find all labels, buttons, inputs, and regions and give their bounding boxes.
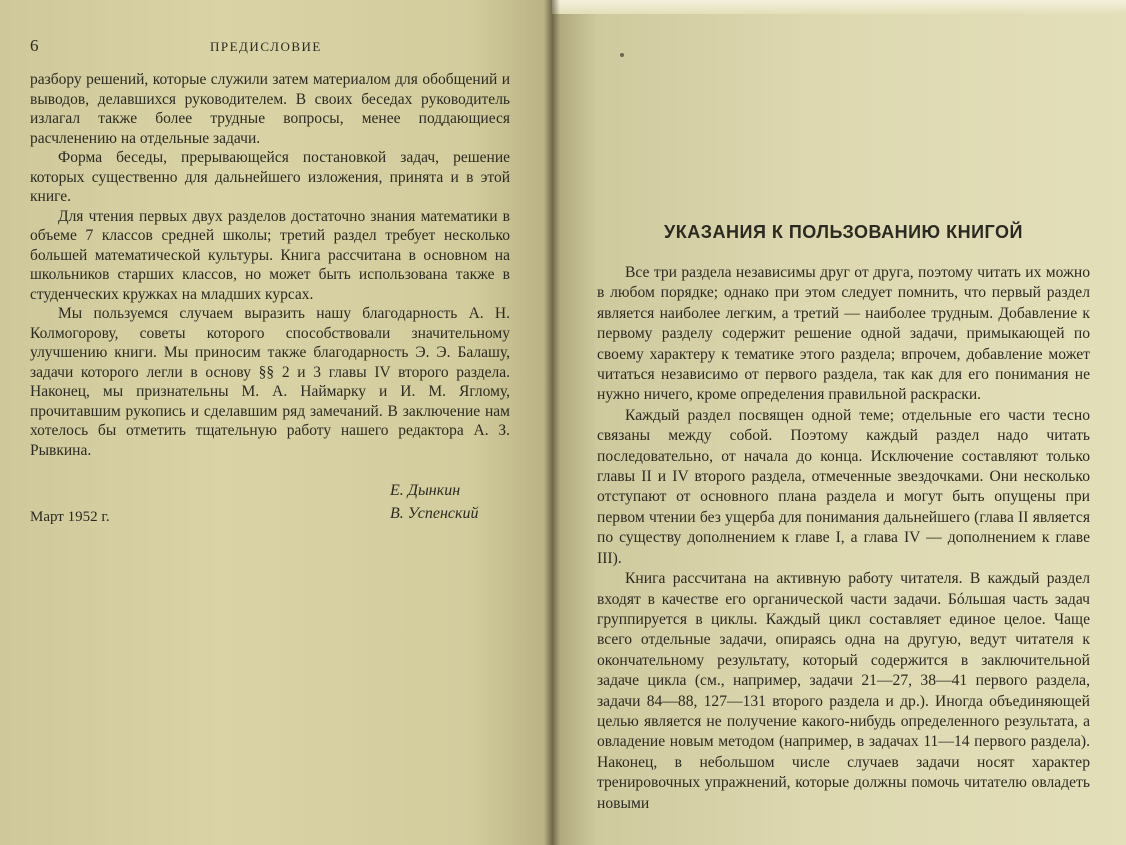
paragraph: разбору решений, которые служили затем материалом для обобщений и выводов, делавшихся руководителем. В своих беседах руководитель излагал также более трудные вопросы, менее поддающиеся расчленению на отдельные задачи. xyxy=(30,71,510,147)
paragraph: Форма беседы, прерывающейся постановкой задач, решение которых существенно для дальнейшего изложения, принята и в этой книге. xyxy=(30,149,510,205)
paper-speck xyxy=(620,53,624,57)
signature-block xyxy=(30,482,510,542)
book-gutter xyxy=(544,0,560,845)
left-page xyxy=(0,0,552,845)
page-edge-highlight xyxy=(552,0,1126,14)
right-page xyxy=(552,0,1126,845)
chapter-title: УКАЗАНИЯ К ПОЛЬЗОВАНИЮ КНИГОЙ xyxy=(664,222,1023,242)
page-header xyxy=(30,36,510,56)
author-signature: Е. Дынкин xyxy=(390,482,461,499)
chapter-body xyxy=(597,263,1090,814)
paragraph: Каждый раздел посвящен одной теме; отдельные его части тесно связаны между собой. Поэтому каждый раздел надо читать последовательно, от начала до конца. Исключение составляют только главы II и IV второго раздела, отмеченные звездочками. Они несколько отступают от основного плана раздела и могут быть опущены при первом чтении без ущерба для понимания дальнейшего (глава II является по существу дополнением к главе I, а глава IV — дополнением к главе III). xyxy=(597,406,1090,567)
paragraph: Все три раздела независимы друг от друга, поэтому читать их можно в любом порядке; однако при этом следует помнить, что первый раздел является наиболее легким, а третий — наиболее трудным. Добавление к первому разделу содержит решение одной задачи, примыкающей по своему характеру к тематике этого раздела; впрочем, добавление может читаться независимо от первого раздела, так как для его понимания не нужно ничего, кроме определения правильной раскраски. xyxy=(597,264,1090,404)
author-signature: В. Успенский xyxy=(390,505,479,522)
paragraph: Книга рассчитана на активную работу читателя. В каждый раздел входят в качестве его органической части задачи. Бóльшая часть задач группируется в циклы. Каждый цикл составляет единое целое. Чаще всего отдельные задачи, опираясь одна на другую, ведут читателя к окончательному результату, который содержится в заключительной задаче цикла (см., например, задачи 21—27, 38—41 первого раздела, задачи 84—88, 127—131 второго раздела и др.). Иногда объединяющей целью является не получение какого-нибудь определенного результата, а овладение новым методом (например, в задачах 11—14 первого раздела). Наконец, в небольшом числе случаев задачи носят характер тренировочных упражнений, которые должны помочь читателю овладеть новыми xyxy=(597,570,1090,812)
paragraph: Для чтения первых двух разделов достаточно знания математики в объеме 7 классов средней школы; третий раздел требует несколько большей математической культуры. Книга рассчитана в основном на школьников старших классов, но может быть использована также в студенческих кружках на младших курсах. xyxy=(30,207,510,303)
running-head: ПРЕДИСЛОВИЕ xyxy=(210,39,322,54)
preface-date: Март 1952 г. xyxy=(30,509,110,525)
paragraph: Мы пользуемся случаем выразить нашу благодарность А. Н. Колмогорову, советы которого способствовали значительному улучшению книги. Мы приносим также благодарность Э. Э. Балашу, задачи которого легли в основу §§ 2 и 3 главы IV второго раздела. Наконец, мы признательны М. А. Наймарку и И. М. Яглому, прочитавшим рукопись и сделавшим ряд замечаний. В заключение нам хотелось бы отметить тщательную работу нашего редактора А. З. Рывкина. xyxy=(30,305,510,459)
page-number: 6 xyxy=(30,36,39,55)
